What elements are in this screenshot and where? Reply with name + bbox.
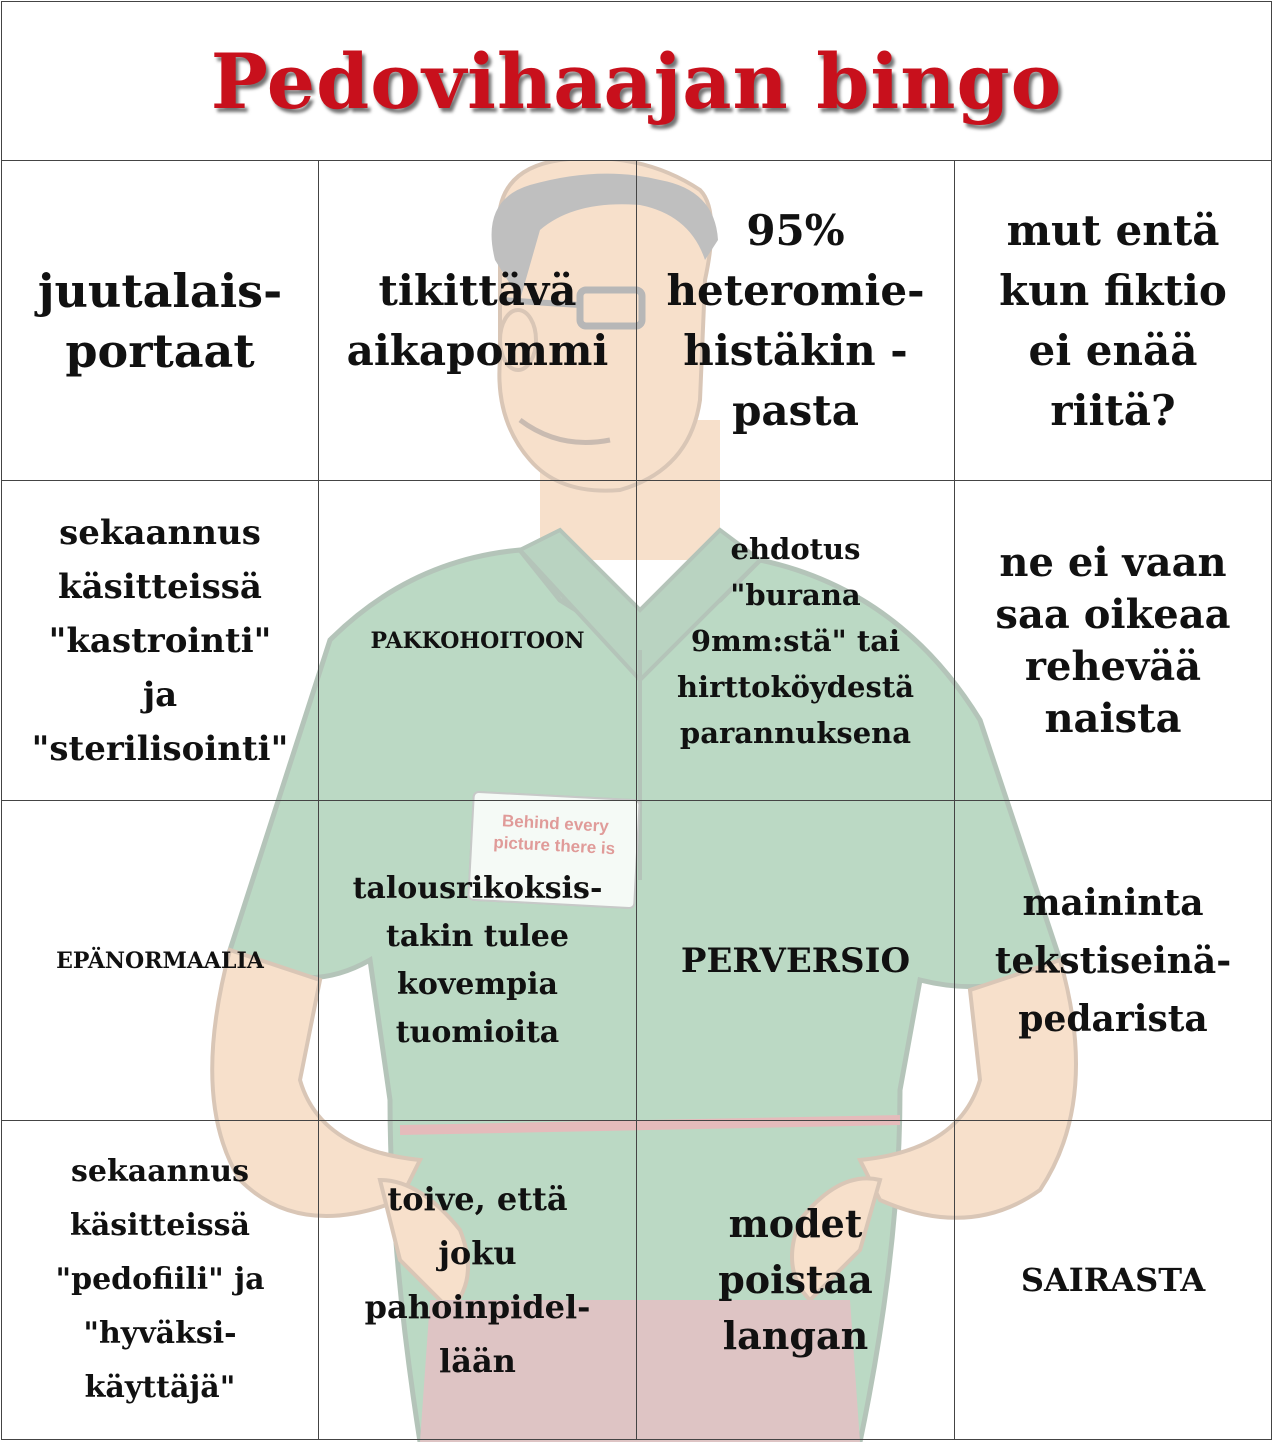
bingo-cell[interactable] xyxy=(1,1121,319,1440)
page-title: Pedovihaajan bingo xyxy=(210,36,1063,126)
bingo-cell[interactable] xyxy=(637,801,955,1121)
badge-line-2: picture there is xyxy=(492,832,616,859)
bingo-cell-text: ne ei vaan saa oikeaa rehevää naista xyxy=(995,538,1231,742)
bingo-cell-text: tikittävä aikapommi xyxy=(346,265,609,375)
bingo-cell-text: PERVERSIO xyxy=(680,940,911,981)
bingo-cell-text: EPÄNORMAALIA xyxy=(56,947,264,974)
bingo-cell-text: sekaannus käsitteissä "kastrointi" ja "sterilisointi" xyxy=(31,512,289,769)
bingo-cell[interactable] xyxy=(1,481,319,801)
bingo-cell-text: PAKKOHOITOON xyxy=(370,627,585,654)
bingo-cell-text: sekaannus käsitteissä "pedofiili" ja "hyväksi- käyttäjä" xyxy=(55,1154,265,1405)
bingo-cell[interactable] xyxy=(1,161,319,481)
bingo-cell[interactable] xyxy=(955,161,1272,481)
bingo-cell[interactable] xyxy=(955,1121,1272,1440)
bingo-cell[interactable] xyxy=(637,1121,955,1440)
bingo-cell-text: modet poistaa langan xyxy=(718,1201,873,1358)
bingo-cell[interactable] xyxy=(637,481,955,801)
bingo-cell[interactable] xyxy=(955,801,1272,1121)
bingo-cell[interactable] xyxy=(319,481,637,801)
bingo-cell[interactable] xyxy=(319,161,637,481)
bingo-cell[interactable] xyxy=(319,1121,637,1440)
bingo-cell-text: talousrikoksis- takin tulee kovempia tuomioita xyxy=(352,870,603,1050)
bingo-cell-text: ehdotus "burana 9mm:stä" tai hirttoköydestä parannuksena xyxy=(676,531,915,750)
bingo-cell[interactable] xyxy=(1,801,319,1121)
bingo-cell[interactable] xyxy=(319,801,637,1121)
badge-line-1: Behind every xyxy=(501,811,610,836)
bingo-cell[interactable] xyxy=(955,481,1272,801)
bingo-cell-text: juutalais- portaat xyxy=(37,263,283,378)
bingo-cell-text: 95% heteromie- histäkin - pasta xyxy=(666,205,925,435)
bingo-cell-text: maininta tekstiseinä- pedarista xyxy=(994,881,1232,1040)
bingo-cell-text: mut entä kun fiktio ei enää riitä? xyxy=(999,205,1227,435)
bingo-cell-text: SAIRASTA xyxy=(1020,1261,1206,1299)
bingo-grid xyxy=(1,161,1272,1440)
title-bar xyxy=(1,1,1272,161)
bingo-cell[interactable] xyxy=(637,161,955,481)
bingo-cell-text: toive, että joku pahoinpidel- lään xyxy=(364,1180,591,1380)
